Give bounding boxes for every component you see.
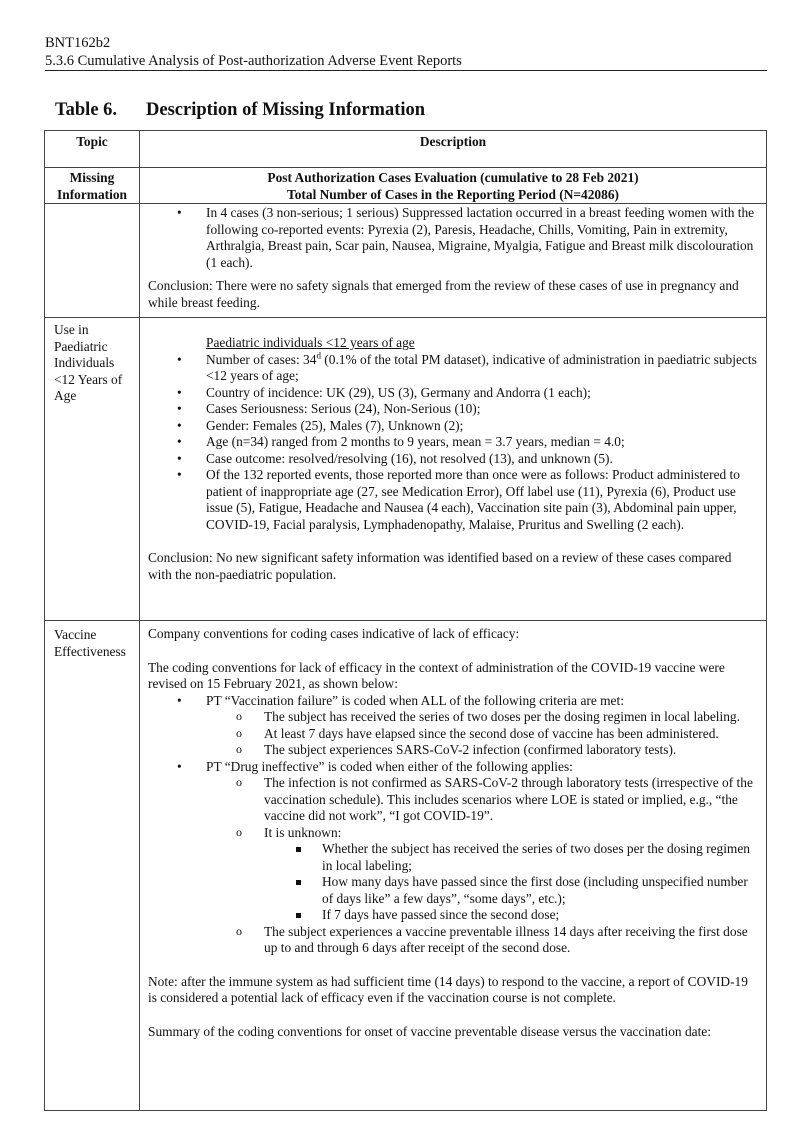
paediatric-description — [140, 318, 767, 621]
drug-ineffective-criterion-1: o The infection is not confirmed as SARS-CoV-2 through laboratory tests (irrespective of the vaccination schedule). This includes scenarios where LOE is stated or implied, e.g., “the vaccine did not work”, “I got COVID-19”. — [148, 775, 758, 825]
table-row-paediatric — [45, 318, 767, 621]
paediatric-bullet-outcome: • Case outcome: resolved/resolving (16), not resolved (13), and unknown (5). — [148, 451, 758, 468]
paediatric-conclusion: Conclusion: No new significant safety information was identified based on a review of these cases compared with the non-paediatric population. — [148, 550, 732, 582]
table-number: Table 6. — [55, 100, 118, 120]
vaccine-coding-revision: The coding conventions for lack of efficacy in the context of administration of the COVID-19 vaccine were revised on 15 February 2021, as shown below: — [148, 659, 725, 691]
missing-information-table — [44, 130, 767, 1111]
topic-paediatric: Use in Paediatric Individuals <12 Years of Age — [45, 318, 140, 621]
lactation-description — [140, 204, 767, 318]
paediatric-cases-text: Number of cases: 34 — [206, 351, 317, 367]
col-description-header: Description — [140, 131, 767, 168]
pt-drug-ineffective: • PT “Drug ineffective” is coded when either of the following applies: — [148, 759, 758, 776]
unknown-item-2: How many days have passed since the first dose (including unspecified number of days like” a few days”, “some days”, etc.); — [148, 874, 758, 907]
paediatric-bullet-age: • Age (n=34) ranged from 2 months to 9 years, mean = 3.7 years, median = 4.0; — [148, 434, 758, 451]
pt-vaccination-failure: • PT “Vaccination failure” is coded when ALL of the following criteria are met: — [148, 693, 758, 710]
paediatric-bullet-seriousness: • Cases Seriousness: Serious (24), Non-Serious (10); — [148, 401, 758, 418]
lactation-conclusion: Conclusion: There were no safety signals that emerged from the review of these cases of use in pregnancy and while breast feeding. — [148, 278, 739, 310]
topic-missing-information: Missing Information — [45, 168, 140, 204]
col-topic-header: Topic — [45, 131, 140, 168]
lactation-bullet: • In 4 cases (3 non-serious; 1 serious) Suppressed lactation occurred in a breast feeding women with the following co-reported events: Pyrexia (2), Paresis, Headache, Chills, Vomiting, Pain in extremity, Arthralgia, Breast pain, Scar pain, Nausea, Migraine, Myalgia, Fatigue and Breast milk discolouration (1 each). — [148, 205, 758, 271]
paediatric-subheading: Paediatric individuals <12 years of age — [206, 335, 415, 350]
unknown-item-1: Whether the subject has received the series of two doses per the dosing regimen in local labeling; — [148, 841, 758, 874]
header-product: BNT162b2 — [45, 35, 111, 51]
topic-empty — [45, 204, 140, 318]
table-row-vaccine-effectiveness — [45, 621, 767, 1111]
paediatric-bullet-events: • Of the 132 reported events, those reported more than once were as follows: Product administered to patient of inappropriate age (27, see Medication Error), Off label use (11), Pyrexia (6), Product use issue (5), Fatigue, Headache and Nausea (4 each), Vaccination site pain (3), Abdominal pain upper, COVID-19, Facial paralysis, Lymphadenopathy, Malaise, Pruritus and Swelling (2 each). — [148, 467, 758, 533]
table-row-lactation — [45, 204, 767, 318]
drug-ineffective-criterion-2: o It is unknown: — [148, 825, 758, 842]
table-header-row — [45, 131, 767, 168]
table-title-text: Description of Missing Information — [146, 100, 426, 120]
vaccination-failure-criterion-1: o The subject has received the series of two doses per the dosing regimen in local labeling. — [148, 709, 758, 726]
cases-evaluation-heading — [140, 168, 767, 204]
cases-evaluation-line1: Post Authorization Cases Evaluation (cumulative to 28 Feb 2021) — [267, 170, 639, 185]
header-section: 5.3.6 Cumulative Analysis of Post-authorization Adverse Event Reports — [45, 53, 462, 69]
unknown-item-3: If 7 days have passed since the second dose; — [148, 907, 758, 924]
vaccine-effectiveness-description — [140, 621, 767, 1111]
paediatric-bullet-cases — [148, 352, 758, 385]
coding-conventions-summary: Summary of the coding conventions for onset of vaccine preventable disease versus the vaccination date: — [148, 1023, 711, 1039]
table-row-missing-information — [45, 168, 767, 204]
cases-evaluation-line2: Total Number of Cases in the Reporting Period (N=42086) — [287, 186, 619, 202]
header-divider — [45, 70, 767, 71]
immune-system-note: Note: after the immune system as had sufficient time (14 days) to respond to the vaccine, a report of COVID-19 is considered a potential lack of efficacy even if the vaccination course is not complete. — [148, 973, 748, 1005]
vaccine-conventions-intro: Company conventions for coding cases indicative of lack of efficacy: — [148, 626, 520, 641]
paediatric-cases-text-cont: (0.1% of the total PM dataset), indicative of administration in paediatric subjects <12 years of age; — [206, 351, 757, 383]
vaccination-failure-criterion-3: o The subject experiences SARS-CoV-2 infection (confirmed laboratory tests). — [148, 742, 758, 759]
drug-ineffective-criterion-3: o The subject experiences a vaccine preventable illness 14 days after receiving the first dose up to and through 6 days after receipt of the second dose. — [148, 924, 758, 957]
paediatric-bullet-country: • Country of incidence: UK (29), US (3), Germany and Andorra (1 each); — [148, 385, 758, 402]
footnote-marker: d — [316, 350, 321, 361]
page-header — [45, 34, 767, 70]
paediatric-bullet-gender: • Gender: Females (25), Males (7), Unknown (2); — [148, 418, 758, 435]
table-title — [55, 100, 425, 121]
topic-vaccine-effectiveness: Vaccine Effectiveness — [45, 621, 140, 1111]
vaccination-failure-criterion-2: o At least 7 days have elapsed since the second dose of vaccine has been administered. — [148, 726, 758, 743]
